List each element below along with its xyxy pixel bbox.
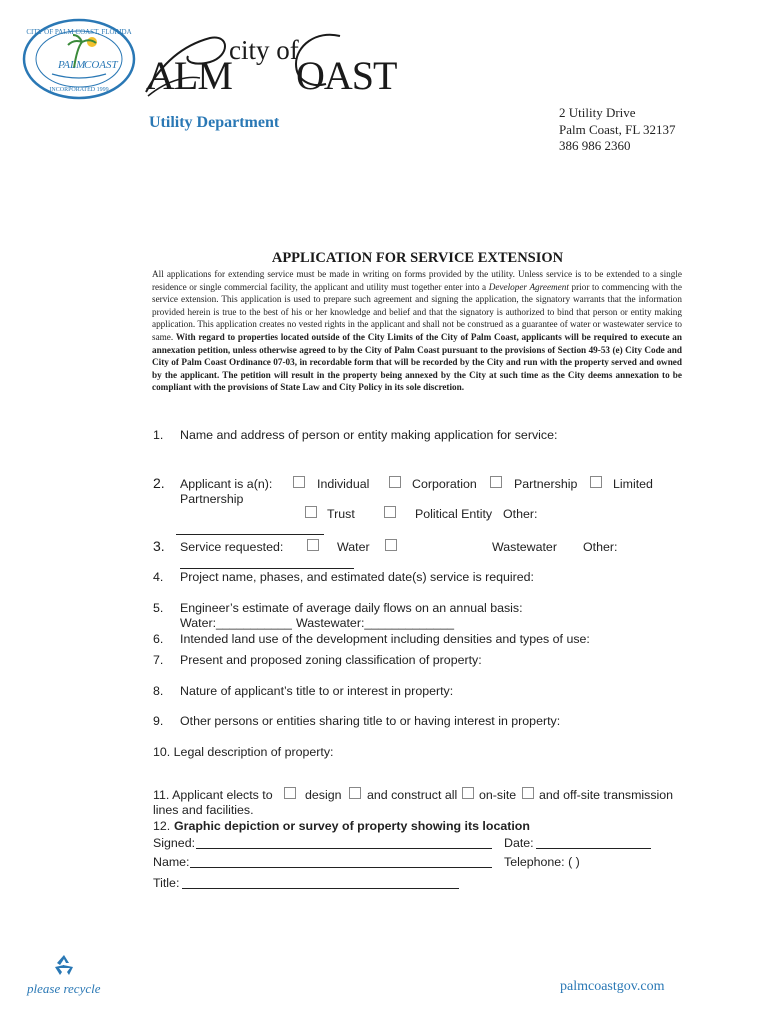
other-entity-label: Other: [503, 507, 538, 521]
logo-palm-text: ALM [146, 53, 232, 98]
date-field[interactable] [536, 848, 651, 849]
item-10-label: 10. Legal description of property: [153, 745, 334, 759]
water-flow-field[interactable]: Water:___________ [180, 616, 292, 630]
water-label: Water [337, 540, 370, 554]
design-label: design [305, 788, 342, 802]
city-seal-logo [22, 18, 136, 100]
item-5-label: Engineer’s estimate of average daily flows on an annual basis: [180, 601, 523, 615]
address-line-1: 2 Utility Drive [559, 105, 636, 120]
individual-label: Individual [317, 477, 370, 491]
item-1-number: 1. [153, 428, 164, 442]
wastewater-label: Wastewater [492, 540, 557, 554]
wastewater-checkbox[interactable] [385, 539, 397, 551]
water-checkbox[interactable] [307, 539, 319, 551]
item-7-label: Present and proposed zoning classification of property: [180, 653, 482, 667]
limited-partnership-checkbox[interactable] [590, 476, 602, 488]
svg-text:PALM: PALM [58, 59, 86, 71]
other-service-field[interactable] [180, 568, 354, 569]
intro-text-1: All applications for extending service must be made in writing on forms provided by the utility. Unless service is to be extended to a single residence or single commercial facility, the applicant and utility must together enter into a [152, 269, 682, 292]
item-3-number: 3. [153, 538, 165, 554]
item-5-number: 5. [153, 601, 164, 615]
other-entity-field[interactable] [176, 534, 324, 535]
website-link[interactable]: palmcoastgov.com [560, 979, 665, 994]
partnership-checkbox[interactable] [490, 476, 502, 488]
name-label: Name: [153, 855, 190, 869]
item-6-label: Intended land use of the development including densities and types of use: [180, 632, 590, 646]
intro-paragraph [152, 268, 682, 394]
item-3-label: Service requested: [180, 540, 284, 554]
item-4-number: 4. [153, 570, 164, 584]
item-9-label: Other persons or entities sharing title to or having interest in property: [180, 714, 561, 728]
logo-city-of-text: city of [229, 35, 299, 65]
off-site-checkbox[interactable] [522, 787, 534, 799]
svg-text:INCORPORATED 1999: INCORPORATED 1999 [49, 87, 109, 93]
item-8-label: Nature of applicant’s title to or interest in property: [180, 684, 454, 698]
svg-text:CITY OF PALM COAST, FLORIDA: CITY OF PALM COAST, FLORIDA [26, 28, 132, 36]
name-field[interactable] [190, 867, 492, 868]
item-7-number: 7. [153, 653, 164, 667]
address-line-2: Palm Coast, FL 32137 [559, 122, 676, 137]
item-1-label: Name and address of person or entity making application for service: [180, 428, 558, 442]
signed-field[interactable] [196, 848, 492, 849]
item-2-label: Applicant is a(n): [180, 477, 273, 491]
svg-text:COAST: COAST [84, 59, 118, 71]
on-site-label: on-site [479, 788, 517, 802]
partnership-continued-label: Partnership [180, 492, 244, 506]
item-2-number: 2. [153, 475, 165, 491]
phone-number: 386 986 2360 [559, 138, 631, 153]
item-8-number: 8. [153, 684, 164, 698]
political-entity-label: Political Entity [415, 507, 493, 521]
title-label: Title: [153, 876, 180, 890]
trust-checkbox[interactable] [305, 506, 317, 518]
limited-label: Limited [613, 477, 653, 491]
corporation-label: Corporation [412, 477, 477, 491]
telephone-label: Telephone: ( ) [504, 855, 580, 869]
item-12-label: Graphic depiction or survey of property showing its location [174, 819, 530, 833]
design-checkbox[interactable] [284, 787, 296, 799]
off-site-label: and off-site transmission [539, 788, 674, 802]
date-label: Date: [504, 836, 534, 850]
intro-italic: Developer Agreement [488, 281, 569, 292]
corporation-checkbox[interactable] [389, 476, 401, 488]
item-4-label: Project name, phases, and estimated date(s) service is required: [180, 570, 534, 584]
logo-coast-text: OAST [296, 53, 397, 98]
wastewater-flow-field[interactable]: Wastewater:_____________ [296, 616, 454, 630]
recycle-icon [51, 953, 77, 979]
title-field[interactable] [182, 888, 459, 889]
political-entity-checkbox[interactable] [384, 506, 396, 518]
department-name: Utility Department [149, 114, 280, 131]
item-9-number: 9. [153, 714, 164, 728]
intro-text-2: prior to commencing with the service extension. This application is used to prepare such agreement and signing the application, the signatory warrants that the information provided herein is true to the best of his or her knowledge and belief and that the signatory is authorized to bind that person or entity making application. This application creates no vested rights in the applicant and shall not be construed as a guarantee of water or wastewater service to same. [152, 281, 682, 342]
construct-checkbox[interactable] [349, 787, 361, 799]
please-recycle-text: please recycle [27, 981, 101, 996]
item-6-number: 6. [153, 632, 164, 646]
construct-label: and construct all [367, 788, 458, 802]
partnership-label: Partnership [514, 477, 578, 491]
item-12-number: 12. [153, 819, 171, 833]
other-service-label: Other: [583, 540, 618, 554]
item-11-label: 11. Applicant elects to [153, 788, 273, 802]
trust-label: Trust [327, 507, 355, 521]
signed-label: Signed: [153, 836, 196, 850]
intro-bold-text: With regard to properties located outside of the City Limits of the City of Palm Coast, applicants will be required to execute an annexation petition, unless otherwise agreed to by the City of Palm Coast pursuant to the provisions of Section 49-53 (e) City Code and City of Palm Coast Ordinance 07-03, in recordable form that will be recorded by the City and run with the property served and owned by the applicant. The petition will result in the property being annexed by the City at such time as the City deems annexation to be compliant with the provisions of State Law and City Policy in its sole discretion. [152, 331, 682, 393]
item-11-continued: lines and facilities. [153, 803, 254, 817]
on-site-checkbox[interactable] [462, 787, 474, 799]
document-title: APPLICATION FOR SERVICE EXTENSION [271, 250, 564, 266]
individual-checkbox[interactable] [293, 476, 305, 488]
